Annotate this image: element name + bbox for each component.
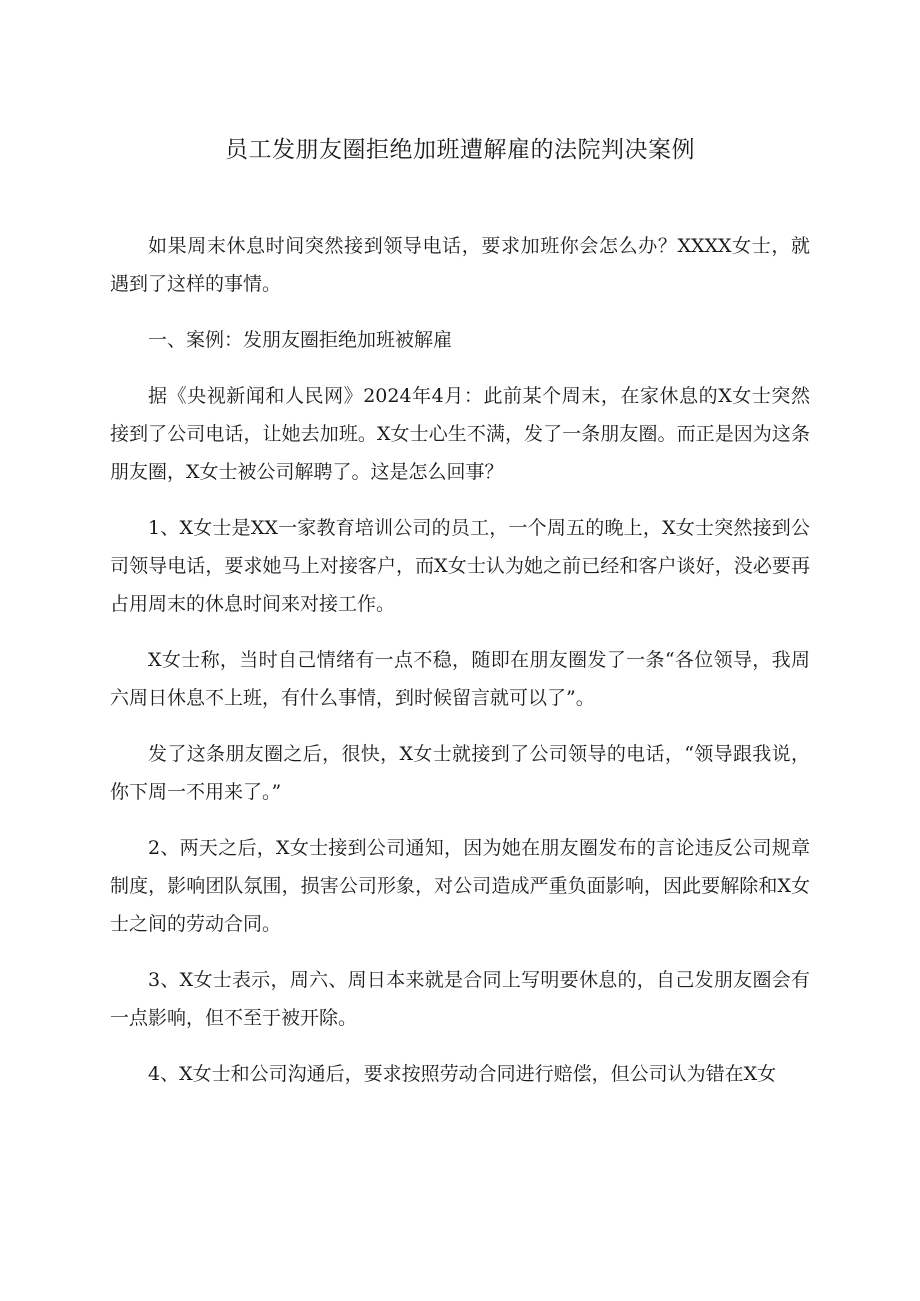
document-body	[110, 227, 810, 1111]
paragraph-point-4: 4、X女士和公司沟通后，要求按照劳动合同进行赔偿，但公司认为错在X女	[148, 1063, 777, 1085]
paragraph-source: 据《央视新闻和人民网》2024年4月：此前某个周末，在家休息的X女士突然接到了公司电话，让她去加班。X女士心生不满，发了一条朋友圈。而正是因为这条朋友圈，X女士被公司解聘了。这是怎么回事？	[110, 385, 810, 483]
section-heading-case: 一、案例：发朋友圈拒绝加班被解雇	[148, 329, 453, 351]
document-title: 员工发朋友圈拒绝加班遭解雇的法院判决案例	[225, 137, 695, 163]
paragraph-point-2: 2、两天之后，X女士接到公司通知，因为她在朋友圈发布的言论违反公司规章制度，影响团队氛围，损害公司形象，对公司造成严重负面影响，因此要解除和X女士之间的劳动合同。	[110, 837, 810, 935]
paragraph-quote-call: 发了这条朋友圈之后，很快，X女士就接到了公司领导的电话，“领导跟我说，你下周一不用来了。”	[110, 743, 810, 803]
paragraph-quote-post: X女士称，当时自己情绪有一点不稳，随即在朋友圈发了一条“各位领导，我周六周日休息不上班，有什么事情，到时候留言就可以了”。	[110, 649, 810, 709]
paragraph-point-3: 3、X女士表示，周六、周日本来就是合同上写明要休息的，自己发朋友圈会有一点影响，但不至于被开除。	[110, 969, 810, 1029]
paragraph-point-1: 1、X女士是XX一家教育培训公司的员工，一个周五的晚上，X女士突然接到公司领导电话，要求她马上对接客户，而X女士认为她之前已经和客户谈好，没必要再占用周末的休息时间来对接工作。	[110, 517, 810, 615]
paragraph-intro: 如果周末休息时间突然接到领导电话，要求加班你会怎么办？XXXX女士，就遇到了这样的事情。	[110, 235, 810, 295]
